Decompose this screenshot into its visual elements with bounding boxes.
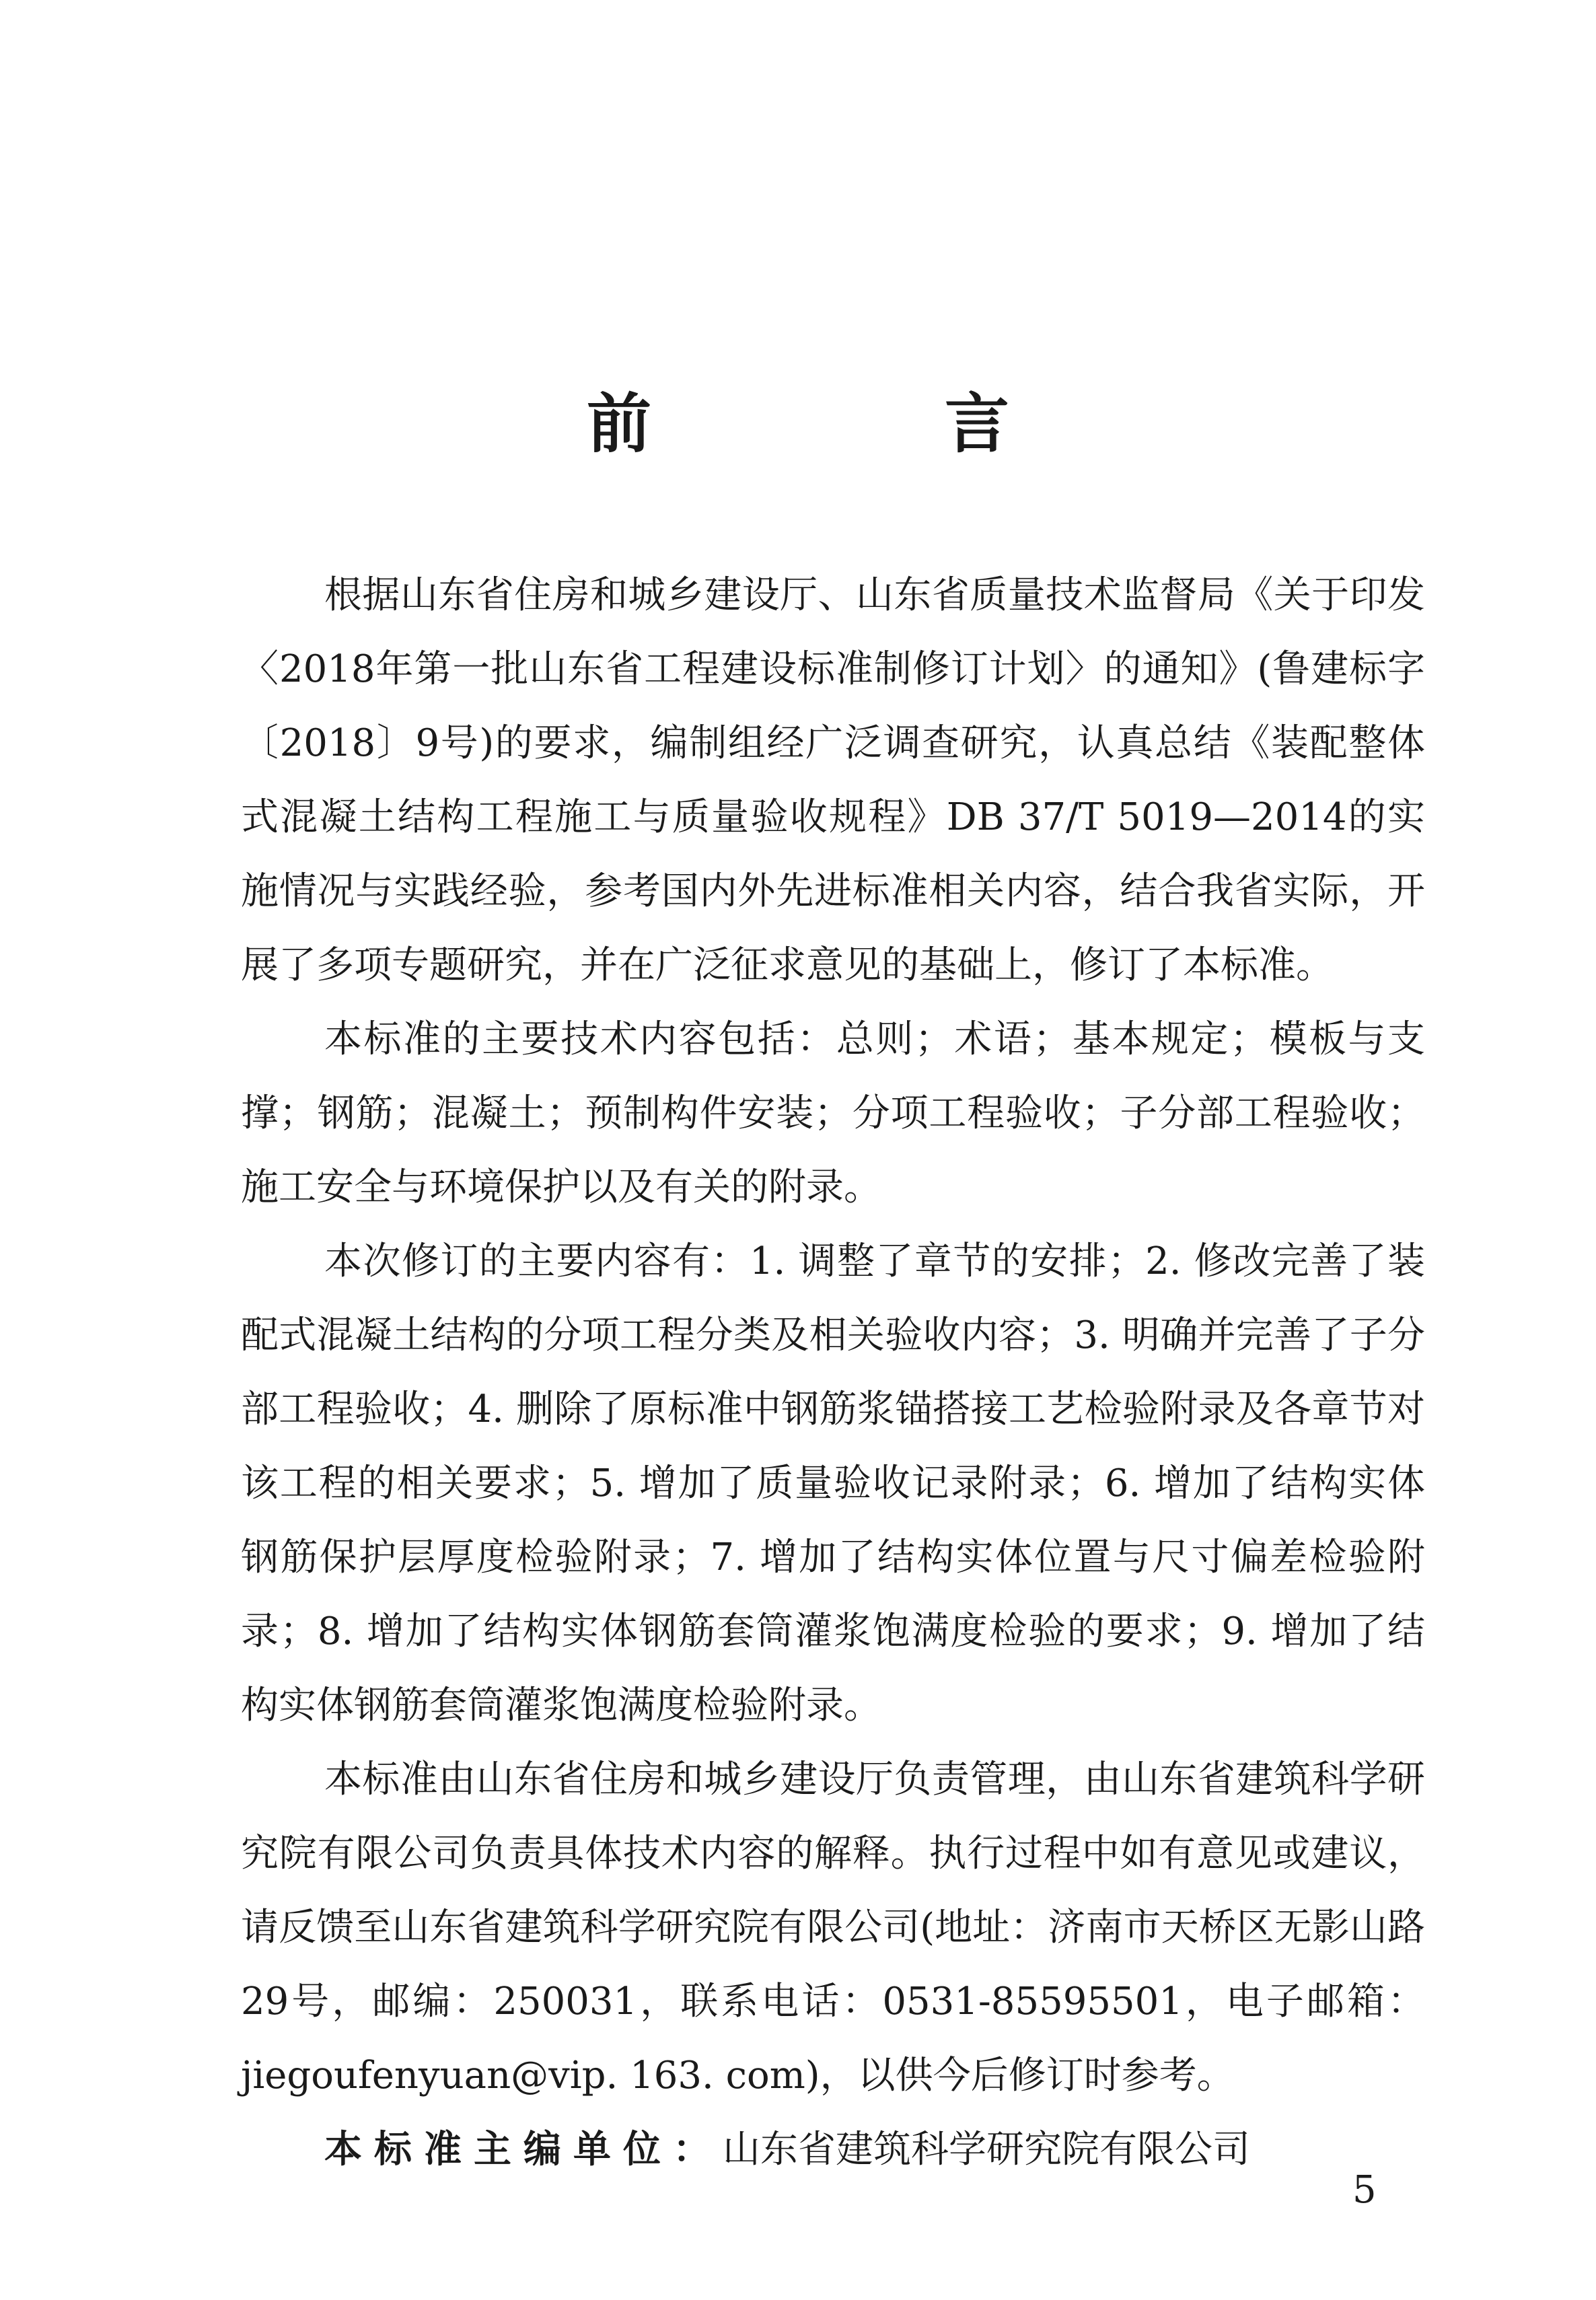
chief-editor-value: 山东省建筑科学研究院有限公司	[723, 2128, 1250, 2171]
page-number: 5	[1352, 2168, 1377, 2212]
paragraph-4: 本标准由山东省住房和城乡建设厅负责管理，由山东省建筑科学研究院有限公司负责具体技术内容的解释。执行过程中如有意见或建议，请反馈至山东省建筑科学研究院有限公司(地址：济南市天桥区无影山路29号，邮编：250031，联系电话：0531-85595501，电子邮箱：jiegoufenyuan@vip. 163. com)，以供今后修订时参考。	[241, 1758, 1425, 2097]
chief-editor-label: 本标准主编单位：	[324, 2128, 723, 2171]
chief-editor-unit	[241, 2113, 1425, 2187]
paragraph-3: 本次修订的主要内容有：1. 调整了章节的安排；2. 修改完善了装配式混凝土结构的分项工程分类及相关验收内容；3. 明确并完善了子分部工程验收；4. 删除了原标准中钢筋浆锚搭接工艺检验附录及各章节对该工程的相关要求；5. 增加了质量验收记录附录；6. 增加了结构实体钢筋保护层厚度检验附录；7. 增加了结构实体位置与尺寸偏差检验附录；8. 增加了结构实体钢筋套筒灌浆饱满度检验的要求；9. 增加了结构实体钢筋套筒灌浆饱满度检验附录。	[241, 1239, 1425, 1727]
paragraph-2: 本标准的主要技术内容包括：总则；术语；基本规定；模板与支撑；钢筋；混凝土；预制构件安装；分项工程验收；子分部工程验收；施工安全与环境保护以及有关的附录。	[241, 1017, 1425, 1209]
preface-body	[241, 559, 1425, 2187]
page-title: 前 言	[587, 386, 1124, 462]
paragraph-1: 根据山东省住房和城乡建设厅、山东省质量技术监督局《关于印发〈2018年第一批山东省工程建设标准制修订计划〉的通知》(鲁建标字〔2018〕9号)的要求，编制组经广泛调查研究，认真总结《装配整体式混凝土结构工程施工与质量验收规程》DB 37/T 5019—2014的实施情况与实践经验，参考国内外先进标准相关内容，结合我省实际，开展了多项专题研究，并在广泛征求意见的基础上，修订了本标准。	[241, 573, 1425, 987]
